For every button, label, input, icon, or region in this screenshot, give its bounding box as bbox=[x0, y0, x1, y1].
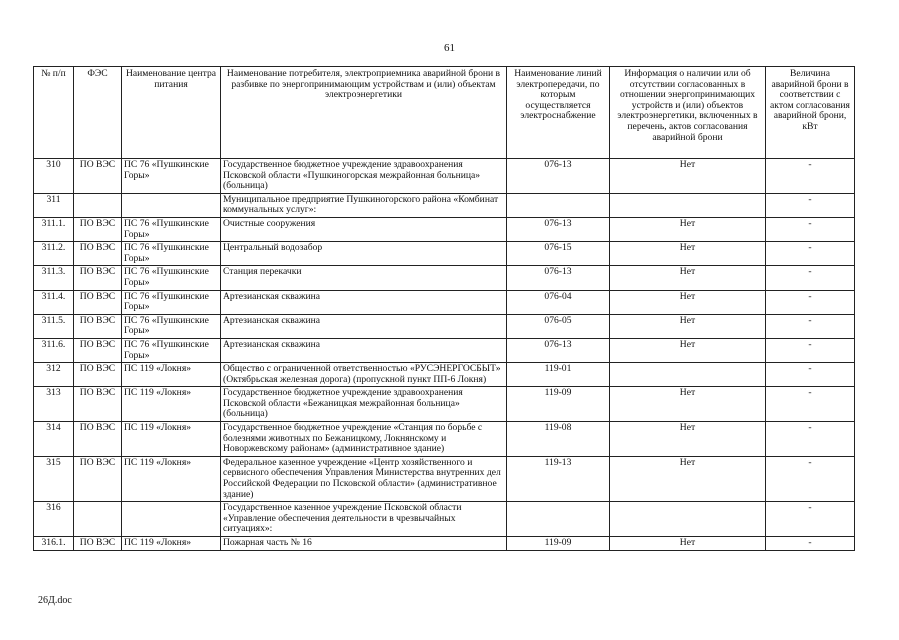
cell-consumer: Пожарная часть № 16 bbox=[221, 537, 507, 551]
table-body bbox=[34, 159, 855, 551]
cell-agreement-info: Нет bbox=[610, 314, 766, 338]
cell-power-line: 076-13 bbox=[507, 338, 610, 362]
cell-reserve-value: - bbox=[766, 422, 855, 457]
table-row bbox=[34, 314, 855, 338]
cell-consumer: Артезианская скважина bbox=[221, 290, 507, 314]
cell-reserve-value: - bbox=[766, 456, 855, 501]
cell-power-line: 119-09 bbox=[507, 537, 610, 551]
cell-power-center bbox=[122, 502, 221, 537]
cell-fes: ПО ВЭС bbox=[74, 422, 122, 457]
cell-number: 311.1. bbox=[34, 217, 74, 241]
cell-agreement-info: Нет bbox=[610, 387, 766, 422]
cell-number: 311.2. bbox=[34, 242, 74, 266]
cell-consumer: Государственное бюджетное учреждение здравоохранения Псковской области «Бежаницкая межрайонная больница» (больница) bbox=[221, 387, 507, 422]
cell-power-center: ПС 119 «Локня» bbox=[122, 422, 221, 457]
cell-power-center: ПС 76 «Пушкинские Горы» bbox=[122, 242, 221, 266]
cell-fes: ПО ВЭС bbox=[74, 266, 122, 290]
cell-consumer: Артезианская скважина bbox=[221, 314, 507, 338]
cell-fes: ПО ВЭС bbox=[74, 242, 122, 266]
cell-fes bbox=[74, 193, 122, 217]
cell-power-line: 119-09 bbox=[507, 387, 610, 422]
cell-consumer: Центральный водозабор bbox=[221, 242, 507, 266]
cell-fes: ПО ВЭС bbox=[74, 314, 122, 338]
table-row bbox=[34, 363, 855, 387]
col-header-reserve-value: Величина аварийной брони в соответствии с актом согласования аварийной брони, кВт bbox=[766, 67, 855, 159]
cell-agreement-info: Нет bbox=[610, 159, 766, 194]
cell-power-line: 076-13 bbox=[507, 159, 610, 194]
cell-number: 316 bbox=[34, 502, 74, 537]
cell-fes: ПО ВЭС bbox=[74, 159, 122, 194]
cell-agreement-info: Нет bbox=[610, 266, 766, 290]
cell-power-center: ПС 76 «Пушкинские Горы» bbox=[122, 159, 221, 194]
cell-consumer: Государственное бюджетное учреждение «Станция по борьбе с болезнями животных по Бежаницкому, Локнянскому и Новоржевскому районам» (административное здание) bbox=[221, 422, 507, 457]
cell-number: 310 bbox=[34, 159, 74, 194]
cell-power-center: ПС 76 «Пушкинские Горы» bbox=[122, 338, 221, 362]
cell-number: 315 bbox=[34, 456, 74, 501]
cell-reserve-value: - bbox=[766, 217, 855, 241]
table-row bbox=[34, 290, 855, 314]
cell-power-line: 076-05 bbox=[507, 314, 610, 338]
cell-power-line: 076-13 bbox=[507, 217, 610, 241]
table-row bbox=[34, 338, 855, 362]
col-header-consumer: Наименование потребителя, электроприемника аварийной брони в разбивке по энергопринимающим устройствам и (или) объектам электроэнергетики bbox=[221, 67, 507, 159]
cell-power-center: ПС 119 «Локня» bbox=[122, 363, 221, 387]
cell-number: 313 bbox=[34, 387, 74, 422]
table-row bbox=[34, 266, 855, 290]
cell-power-line: 076-15 bbox=[507, 242, 610, 266]
cell-reserve-value: - bbox=[766, 363, 855, 387]
cell-fes: ПО ВЭС bbox=[74, 217, 122, 241]
cell-power-center: ПС 76 «Пушкинские Горы» bbox=[122, 290, 221, 314]
cell-agreement-info: Нет bbox=[610, 456, 766, 501]
cell-reserve-value: - bbox=[766, 290, 855, 314]
cell-consumer: Государственное казенное учреждение Псковской области «Управление обеспечения деятельности в чрезвычайных ситуациях»: bbox=[221, 502, 507, 537]
cell-fes: ПО ВЭС bbox=[74, 387, 122, 422]
cell-reserve-value: - bbox=[766, 338, 855, 362]
cell-power-center: ПС 76 «Пушкинские Горы» bbox=[122, 314, 221, 338]
cell-fes: ПО ВЭС bbox=[74, 456, 122, 501]
cell-reserve-value: - bbox=[766, 314, 855, 338]
cell-fes: ПО ВЭС bbox=[74, 338, 122, 362]
cell-reserve-value: - bbox=[766, 193, 855, 217]
table-row bbox=[34, 242, 855, 266]
cell-power-center bbox=[122, 193, 221, 217]
cell-consumer: Муниципальное предприятие Пушкиногорского района «Комбинат коммунальных услуг»: bbox=[221, 193, 507, 217]
cell-fes bbox=[74, 502, 122, 537]
table-row bbox=[34, 502, 855, 537]
cell-power-line: 119-01 bbox=[507, 363, 610, 387]
cell-consumer: Общество с ограниченной ответственностью «РУСЭНЕРГОСБЫТ» (Октябрьская железная дорога) (пропускной пункт ПП-6 Локня) bbox=[221, 363, 507, 387]
cell-number: 311 bbox=[34, 193, 74, 217]
cell-agreement-info bbox=[610, 363, 766, 387]
table-row bbox=[34, 456, 855, 501]
table-header-row bbox=[34, 67, 855, 159]
table-row bbox=[34, 537, 855, 551]
page-number: 61 bbox=[444, 42, 455, 54]
cell-agreement-info bbox=[610, 193, 766, 217]
cell-power-center: ПС 119 «Локня» bbox=[122, 456, 221, 501]
cell-power-line: 076-04 bbox=[507, 290, 610, 314]
cell-number: 311.4. bbox=[34, 290, 74, 314]
cell-reserve-value: - bbox=[766, 502, 855, 537]
cell-number: 311.3. bbox=[34, 266, 74, 290]
cell-number: 314 bbox=[34, 422, 74, 457]
table-row bbox=[34, 387, 855, 422]
cell-reserve-value: - bbox=[766, 387, 855, 422]
cell-number: 312 bbox=[34, 363, 74, 387]
cell-fes: ПО ВЭС bbox=[74, 363, 122, 387]
table-row bbox=[34, 193, 855, 217]
table-row bbox=[34, 217, 855, 241]
cell-consumer: Очистные сооружения bbox=[221, 217, 507, 241]
cell-power-center: ПС 76 «Пушкинские Горы» bbox=[122, 266, 221, 290]
cell-reserve-value: - bbox=[766, 266, 855, 290]
cell-power-center: ПС 119 «Локня» bbox=[122, 537, 221, 551]
cell-reserve-value: - bbox=[766, 242, 855, 266]
cell-power-center: ПС 119 «Локня» bbox=[122, 387, 221, 422]
cell-reserve-value: - bbox=[766, 537, 855, 551]
col-header-agreement-info: Информация о наличии или об отсутствии согласованных в отношении энергопринимающих устройств и (или) объектов электроэнергетики, включенных в перечень, актов согласования аварийной брони bbox=[610, 67, 766, 159]
cell-power-line: 119-13 bbox=[507, 456, 610, 501]
cell-consumer: Государственное бюджетное учреждение здравоохранения Псковской области «Пушкиногорская межрайонная больница» (больница) bbox=[221, 159, 507, 194]
col-header-power-center: Наименование центра питания bbox=[122, 67, 221, 159]
cell-fes: ПО ВЭС bbox=[74, 537, 122, 551]
table-row bbox=[34, 422, 855, 457]
cell-power-line bbox=[507, 193, 610, 217]
cell-number: 316.1. bbox=[34, 537, 74, 551]
cell-power-line: 076-13 bbox=[507, 266, 610, 290]
cell-agreement-info bbox=[610, 502, 766, 537]
col-header-number: № п/п bbox=[34, 67, 74, 159]
cell-agreement-info: Нет bbox=[610, 217, 766, 241]
cell-consumer: Федеральное казенное учреждение «Центр хозяйственного и сервисного обеспечения Управления Министерства внутренних дел Российской Федерации по Псковской области» (административное здание) bbox=[221, 456, 507, 501]
emergency-reserve-table bbox=[33, 66, 855, 551]
cell-agreement-info: Нет bbox=[610, 537, 766, 551]
cell-reserve-value: - bbox=[766, 159, 855, 194]
cell-agreement-info: Нет bbox=[610, 338, 766, 362]
cell-power-line: 119-08 bbox=[507, 422, 610, 457]
cell-agreement-info: Нет bbox=[610, 422, 766, 457]
cell-number: 311.6. bbox=[34, 338, 74, 362]
footer-filename: 26Д.doc bbox=[38, 595, 72, 606]
table-row bbox=[34, 159, 855, 194]
col-header-power-line: Наименование линий электропередачи, по которым осуществляется электроснабжение bbox=[507, 67, 610, 159]
cell-power-center: ПС 76 «Пушкинские Горы» bbox=[122, 217, 221, 241]
cell-agreement-info: Нет bbox=[610, 290, 766, 314]
cell-agreement-info: Нет bbox=[610, 242, 766, 266]
cell-number: 311.5. bbox=[34, 314, 74, 338]
cell-power-line bbox=[507, 502, 610, 537]
cell-consumer: Артезианская скважина bbox=[221, 338, 507, 362]
cell-consumer: Станция перекачки bbox=[221, 266, 507, 290]
cell-fes: ПО ВЭС bbox=[74, 290, 122, 314]
col-header-fes: ФЭС bbox=[74, 67, 122, 159]
